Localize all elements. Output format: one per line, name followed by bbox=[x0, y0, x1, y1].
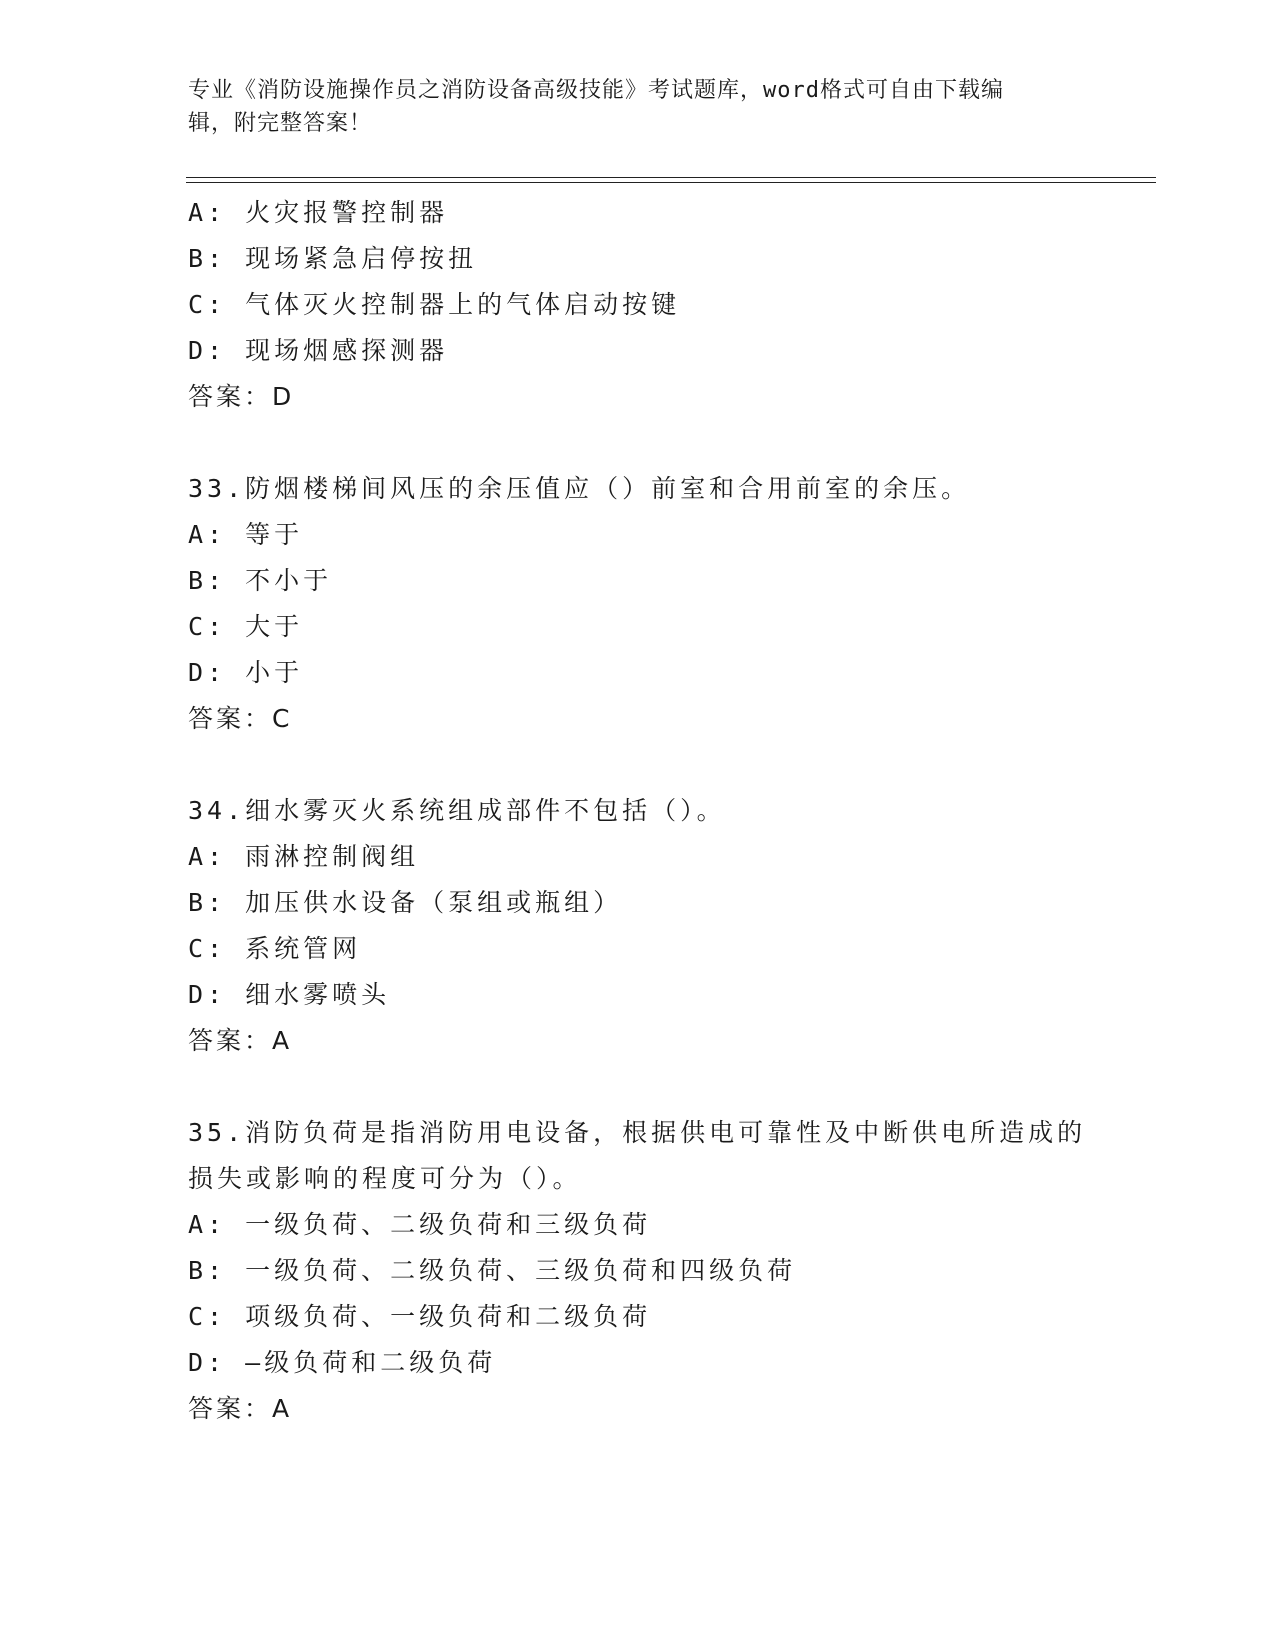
question-35 bbox=[188, 1110, 1088, 1432]
question-stem: 34.细水雾灭火系统组成部件不包括（）。 bbox=[188, 796, 726, 825]
answer-line: 答案：A bbox=[188, 1394, 293, 1423]
option-b: B: 不小于 bbox=[188, 566, 333, 595]
option-b: B: 加压供水设备（泵组或瓶组） bbox=[188, 888, 623, 917]
option-a: A: 一级负荷、二级负荷和三级负荷 bbox=[188, 1210, 652, 1239]
answer-line: 答案：A bbox=[188, 1026, 293, 1055]
option-c: C: 系统管网 bbox=[188, 934, 362, 963]
option-c: C: 气体灭火控制器上的气体启动按键 bbox=[188, 290, 681, 319]
option-d: D: 细水雾喷头 bbox=[188, 980, 391, 1009]
answer-line: 答案：C bbox=[188, 704, 293, 733]
option-a: A: 火灾报警控制器 bbox=[188, 198, 449, 227]
option-c: C: 项级负荷、一级负荷和二级负荷 bbox=[188, 1302, 652, 1331]
question-34 bbox=[188, 788, 1088, 1064]
answer-line: 答案：D bbox=[188, 382, 295, 411]
header-divider-bottom bbox=[186, 182, 1156, 183]
spacer bbox=[188, 1064, 1088, 1110]
header-divider-top bbox=[186, 177, 1156, 178]
option-d: D: 小于 bbox=[188, 658, 304, 687]
question-stem: 33.防烟楼梯间风压的余压值应（）前室和合用前室的余压。 bbox=[188, 474, 971, 503]
option-a: A: 等于 bbox=[188, 520, 304, 549]
question-list bbox=[188, 190, 1088, 1432]
option-c: C: 大于 bbox=[188, 612, 304, 641]
question-32-tail bbox=[188, 190, 1088, 420]
option-d: D: —级负荷和二级负荷 bbox=[188, 1348, 497, 1377]
question-stem-line-1: 35.消防负荷是指消防用电设备，根据供电可靠性及中断供电所造成的 bbox=[188, 1118, 1087, 1147]
question-33 bbox=[188, 466, 1088, 742]
option-d: D: 现场烟感探测器 bbox=[188, 336, 449, 365]
header-line-2: 辑，附完整答案！ bbox=[188, 111, 373, 136]
spacer bbox=[188, 420, 1088, 466]
spacer bbox=[188, 742, 1088, 788]
option-b: B: 现场紧急启停按扭 bbox=[188, 244, 478, 273]
question-stem-line-2: 损失或影响的程度可分为（）。 bbox=[188, 1164, 582, 1193]
header-line-1: 专业《消防设施操作员之消防设备高级技能》考试题库，word格式可自由下载编 bbox=[188, 78, 1004, 103]
option-b: B: 一级负荷、二级负荷、三级负荷和四级负荷 bbox=[188, 1256, 797, 1285]
document-header bbox=[188, 74, 1088, 140]
option-a: A: 雨淋控制阀组 bbox=[188, 842, 420, 871]
